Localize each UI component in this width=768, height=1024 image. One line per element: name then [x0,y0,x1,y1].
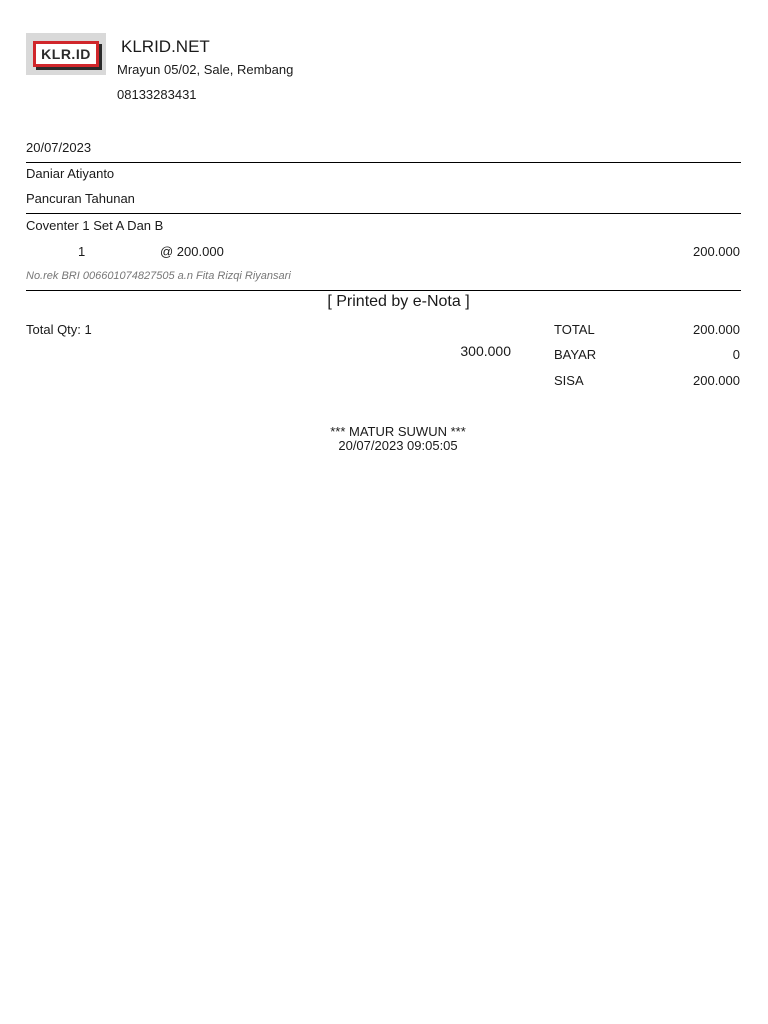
amount-given: 300.000 [460,343,511,359]
sisa-value: 200.000 [693,373,740,388]
divider [26,213,741,214]
divider [26,162,741,163]
customer-address: Pancuran Tahunan [26,191,135,206]
item-subtotal: 200.000 [693,244,740,259]
item-unit-price: @ 200.000 [160,244,224,259]
bank-note: No.rek BRI 006601074827505 a.n Fita Rizqi Riyansari [26,270,291,282]
logo-frame [33,41,99,67]
total-value: 200.000 [693,322,740,337]
footer-timestamp: 20/07/2023 09:05:05 [338,438,458,453]
item-qty: 1 [78,244,86,259]
item-name: Coventer 1 Set A Dan B [26,218,164,233]
sisa-label: SISA [554,373,584,388]
divider [26,290,741,291]
customer-name: Daniar Atiyanto [26,166,115,181]
store-logo [26,33,106,75]
store-address: Mrayun 05/02, Sale, Rembang [117,62,294,77]
receipt-date: 20/07/2023 [26,140,92,155]
bayar-label: BAYAR [554,347,597,362]
logo-text: KLR.ID [41,46,91,62]
store-name: KLRID.NET [121,37,210,56]
total-label: TOTAL [554,322,595,337]
total-qty: Total Qty: 1 [26,322,92,337]
bayar-value: 0 [732,347,740,362]
store-phone: 08133283431 [117,87,197,102]
printed-by: [ Printed by e-Nota ] [327,293,470,310]
thanks-message: *** MATUR SUWUN *** [330,424,466,439]
